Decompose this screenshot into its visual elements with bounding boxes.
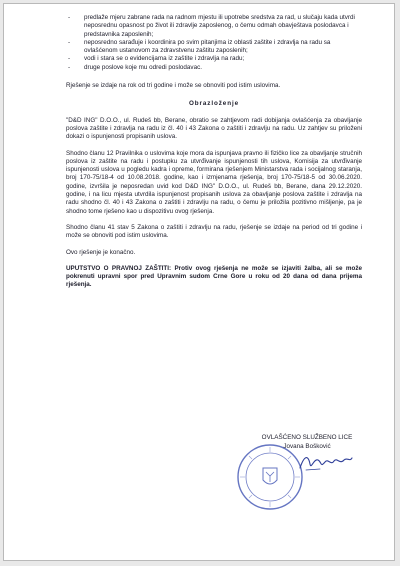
duties-list (66, 14, 362, 72)
signature-block (242, 433, 372, 451)
reasoning-paragraph-2: Shodno članu 12 Pravilnika o uslovima koje mora da ispunjava pravno ili fizičko lice za obavljanje stručnih poslova iz zaštite na radu i postupku za utvrđivanje ispunjenosti tih uslova, Komisija za utvrđivanje ispunjenosti uslova u pogledu kadra i opreme, formirana rješenjem Ministarstva rada i socijalnog staranja, broj 170-75/18-4 od 10.08.2018. godine, kao i izmjenama rješenja, broj 170-75/18-5 od 30.06.2020. godine, izvršila je neposredan uvid kod D&D ING" D.O.O., ul. Rudeš bb, Berane, dana 29.12.2020. godine, i na licu mjesta utvrdila ispunjenost propisanih uslova za obavljanje poslova zaštite i zdravlja na radu shodno čl. 40 i 43 Zakona o zaštiti i zdravlju na radu, o čemu je priložila pozitivno mišljenje, pa je shodno tome rješeno kao u dispozitivu ovog rješenja. (66, 149, 362, 215)
signatory-title: OVLAŠĆENO SLUŽBENO LICE (261, 434, 353, 441)
document-page (3, 3, 395, 561)
handwritten-signature-icon (298, 450, 354, 474)
duty-item: - predlaže mjeru zabrane rada na radnom mjestu ili upotrebe sredstva za rad, u slučaju kada utvrdi neposrednu opasnost po život ili zdravlje zaposlenog, o čemu odmah obavještava poslodavca i predstavnika zaposlenih; (66, 14, 362, 39)
duty-item: - neposredno sarađuje i koordinira po svim pitanjima iz oblasti zaštite i zdravlja na radu sa ovlašćenom ustanovom za zdravstvenu zaštitu zaposlenih; (66, 39, 362, 56)
official-stamp-icon (235, 442, 305, 512)
signatory-name: Jovana Bošković (283, 443, 331, 450)
final-line: Ovo rješenje je konačno. (66, 248, 136, 256)
validity-line: Rješenje se izdaje na rok od tri godine i može se obnoviti pod istim uslovima. (66, 82, 281, 90)
document-body (66, 14, 362, 290)
legal-remedy: UPUTSTVO O PRAVNOJ ZAŠTITI: Protiv ovog rješenja ne može se izjaviti žalba, ali se može pokrenuti upravni spor pred Upravnim sudom Crne Gore u roku od 20 dana od dana prijema rješenja. (66, 264, 362, 289)
reasoning-heading: Obrazloženje (189, 100, 239, 108)
reasoning-paragraph-3: Shodno članu 41 stav 5 Zakona o zaštiti i zdravlju na radu, rješenje se izdaje na period od tri godine i može se obnoviti pod istim uslovima. (66, 223, 362, 240)
duty-item: - druge poslove koje mu odredi poslodavac. (66, 64, 362, 72)
reasoning-paragraph-1: "D&D ING" D.O.O., ul. Rudeš bb, Berane, obratio se zahtjevom radi dobijanja ovlašćenja za obavljanje poslova zaštite i zdravlja na radu iz čl. 40 i 43 Zakona o zaštiti i zdravlju na radu. Uz zahtjev su priloženi dokazi o ispunjenosti propisanih uslova. (66, 116, 362, 141)
duty-item: - vodi i stara se o evidencijama iz zaštite i zdravlja na radu; (66, 55, 362, 63)
